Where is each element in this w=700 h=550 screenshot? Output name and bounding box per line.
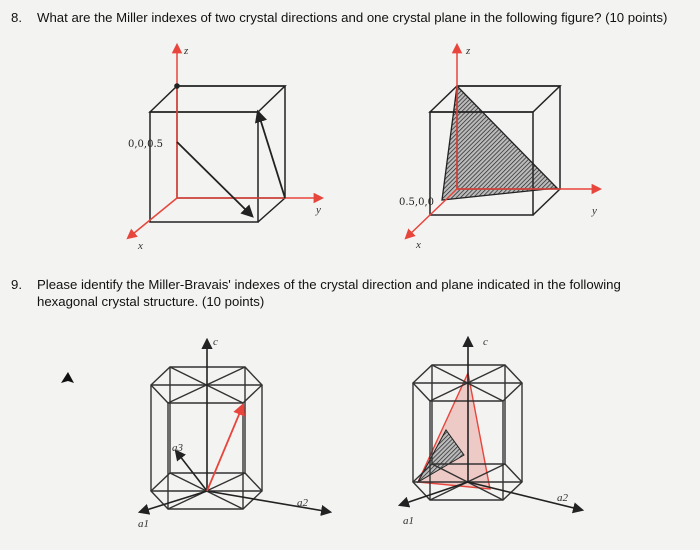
- axis-label-x: x: [416, 239, 421, 251]
- question-number: 8.: [11, 10, 22, 25]
- question-text: What are the Miller indexes of two crystal directions and one crystal plane in the following figure? (10 points): [37, 10, 668, 25]
- axis-label-y: y: [592, 205, 597, 217]
- hatched-plane: [442, 86, 557, 200]
- point-label: 0.5,0,0: [399, 197, 434, 208]
- x-axis: [128, 198, 177, 238]
- axis-label-a3: a3: [172, 442, 183, 454]
- direction-2-arrow: [258, 112, 285, 198]
- point-label: 0,0,0.5: [128, 139, 163, 150]
- fig8-left-cube: [128, 45, 322, 252]
- a3-axis: [176, 451, 207, 491]
- axis-label-a2: a2: [297, 497, 308, 509]
- question-number: 9.: [11, 277, 22, 292]
- axis-label-a2: a2: [557, 492, 568, 504]
- axis-label-z: z: [184, 45, 189, 57]
- vertex-dot: [174, 83, 180, 89]
- fig8-right-cube: [399, 45, 600, 251]
- direction-arrow: [207, 405, 243, 491]
- question-text: Please identify the Miller-Bravais' indexes of the crystal direction and plane indicated in the following hexagonal crystal structure. (10 points): [37, 277, 621, 309]
- axis-label-c: c: [213, 336, 218, 348]
- fig9-right-prism: [400, 336, 582, 527]
- axis-label-a1: a1: [403, 515, 414, 527]
- fig9-left-prism: [138, 336, 330, 530]
- axis-label-x: x: [138, 240, 143, 252]
- axis-label-z: z: [466, 45, 471, 57]
- direction-1-arrow: [177, 142, 252, 216]
- axis-label-c: c: [483, 336, 488, 348]
- axis-label-y: y: [316, 204, 321, 216]
- a1-axis: [400, 482, 468, 505]
- cursor-pointer-icon: [61, 372, 74, 383]
- axis-label-a1: a1: [138, 518, 149, 530]
